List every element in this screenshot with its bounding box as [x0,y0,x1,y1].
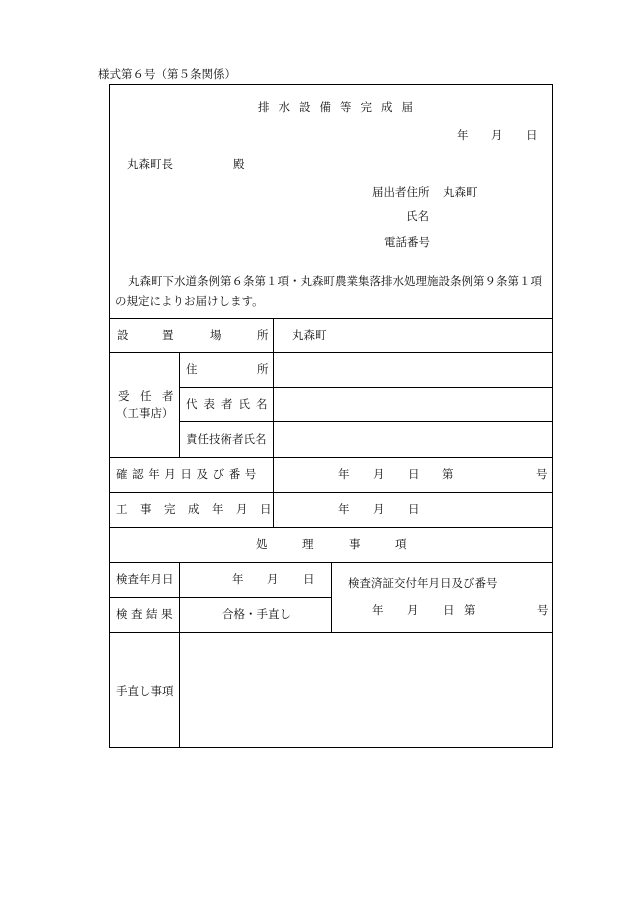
inspection-month: 月 [267,572,279,586]
certificate-year: 年 [372,603,384,617]
submitter-name-label: 氏名 [406,209,429,223]
statement-line-2: の規定によりお届けします。 [115,294,264,308]
confirmation-number-suffix: 号 [536,467,548,481]
contractor-address-label-2: 所 [257,362,269,376]
certificate-label: 検査済証交付年月日及び番号 [348,576,498,590]
inspection-day: 日 [303,572,315,586]
location-label-2: 置 [162,328,174,342]
submitter-address-label: 届出者住所 [372,185,430,199]
certificate-number-prefix: 第 [464,603,476,617]
contractor-label-2: 任 [140,389,152,403]
inspection-date-label: 検査年月日 [116,572,174,586]
certificate-month: 月 [407,603,419,617]
correction-label: 手直し事項 [116,684,174,698]
contractor-label-sub: （工事店） [116,406,174,420]
processing-header-1: 処 [256,537,268,551]
contractor-label-3: 者 [162,389,174,403]
representative-label: 代表者氏名 [186,397,274,411]
inspection-result-label: 検査結果 [116,607,176,621]
contractor-address-label-1: 住 [186,362,198,376]
contractor-label-1: 受 [118,389,130,403]
location-value: 丸森町 [292,328,327,342]
processing-header-4: 項 [395,537,407,551]
confirmation-day: 日 [408,467,420,481]
location-label-4: 所 [257,328,269,342]
recipient-name: 丸森町長 [127,157,173,171]
confirmation-year: 年 [338,467,350,481]
certificate-number-suffix: 号 [537,603,549,617]
inspection-result-value: 合格・手直し [222,607,291,621]
date-day-label: 日 [526,128,538,142]
confirmation-number-prefix: 第 [442,467,454,481]
recipient-honorific: 殿 [233,157,245,171]
form-title: 排水設備等完成届 [258,100,422,114]
submitter-phone-label: 電話番号 [384,235,430,249]
completion-label: 工事完成年月日 [116,502,284,516]
statement-line-1: 丸森町下水道条例第６条第１項・丸森町農業集落排水処理施設条例第９条第１項 [128,274,542,288]
confirmation-label: 確認年月日及び番号 [116,467,261,481]
form-frame [109,84,553,748]
form-number: 様式第６号（第５条関係） [98,67,236,81]
location-label-1: 設 [117,328,129,342]
completion-year: 年 [338,502,350,516]
engineer-label: 責任技術者氏名 [186,432,267,446]
date-year-label: 年 [457,128,469,142]
completion-month: 月 [373,502,385,516]
completion-day: 日 [408,502,420,516]
inspection-year: 年 [232,572,244,586]
processing-header-2: 理 [302,537,314,551]
processing-header-3: 事 [349,537,361,551]
location-label-3: 場 [210,328,222,342]
confirmation-month: 月 [373,467,385,481]
certificate-day: 日 [443,603,455,617]
submitter-address-value: 丸森町 [443,185,478,199]
date-month-label: 月 [491,128,503,142]
